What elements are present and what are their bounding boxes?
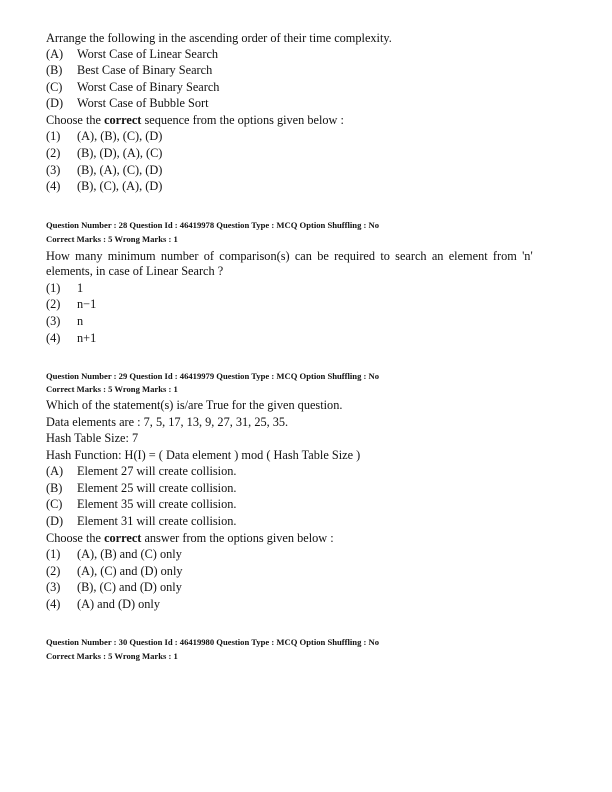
q29-hash-table-size: Hash Table Size: 7 — [46, 431, 139, 445]
q28-stem-line2: elements, in case of Linear Search ? — [46, 264, 224, 278]
q28-option-2: (2) n−1 — [46, 297, 97, 311]
q29-option-2: (2) (A), (C) and (D) only — [46, 564, 183, 578]
q28-option-1: (1) 1 — [46, 281, 84, 295]
q29-option-1: (1) (A), (B) and (C) only — [46, 547, 182, 561]
q28-option-4: (4) n+1 — [46, 331, 97, 345]
q29-item-d: (D) Element 31 will create collision. — [46, 514, 237, 528]
q27-item-a: (A) Worst Case of Linear Search — [46, 47, 219, 61]
q30-meta-header: Question Number : 30 Question Id : 46419980 Question Type : MCQ Option Shuffling : No — [46, 637, 380, 647]
q28-option-3: (3) n — [46, 314, 84, 328]
q29-hash-function: Hash Function: H(I) = ( Data element ) mod ( Hash Table Size ) — [46, 448, 361, 462]
q29-stem: Which of the statement(s) is/are True for the given question. — [46, 398, 343, 412]
q27-stem: Arrange the following in the ascending order of their time complexity. — [46, 31, 392, 45]
q27-option-4: (4) (B), (C), (A), (D) — [46, 179, 163, 193]
q28-stem-line1: How many minimum number of comparison(s) can be required to search an element from 'n' — [46, 249, 533, 263]
q29-meta-header: Question Number : 29 Question Id : 46419979 Question Type : MCQ Option Shuffling : No — [46, 371, 380, 381]
q30-marks: Correct Marks : 5 Wrong Marks : 1 — [46, 651, 178, 661]
q27-option-3: (3) (B), (A), (C), (D) — [46, 163, 163, 177]
q29-option-4: (4) (A) and (D) only — [46, 597, 160, 611]
q29-data-elements: Data elements are : 7, 5, 17, 13, 9, 27, 31, 25, 35. — [46, 415, 289, 429]
q27-item-b: (B) Best Case of Binary Search — [46, 63, 213, 77]
q27-item-c: (C) Worst Case of Binary Search — [46, 80, 220, 94]
q27-item-d: (D) Worst Case of Bubble Sort — [46, 96, 209, 110]
q29-item-b: (B) Element 25 will create collision. — [46, 481, 237, 495]
q27-option-1: (1) (A), (B), (C), (D) — [46, 129, 163, 143]
q29-choose-instruction: Choose the correct answer from the options given below : — [46, 531, 334, 545]
q29-marks: Correct Marks : 5 Wrong Marks : 1 — [46, 384, 178, 394]
q28-marks: Correct Marks : 5 Wrong Marks : 1 — [46, 234, 178, 244]
q27-option-2: (2) (B), (D), (A), (C) — [46, 146, 163, 160]
q28-meta-header: Question Number : 28 Question Id : 46419978 Question Type : MCQ Option Shuffling : No — [46, 220, 380, 230]
q29-option-3: (3) (B), (C) and (D) only — [46, 580, 182, 594]
q27-choose-instruction: Choose the correct sequence from the options given below : — [46, 113, 344, 127]
q29-item-a: (A) Element 27 will create collision. — [46, 464, 237, 478]
q29-item-c: (C) Element 35 will create collision. — [46, 497, 237, 511]
